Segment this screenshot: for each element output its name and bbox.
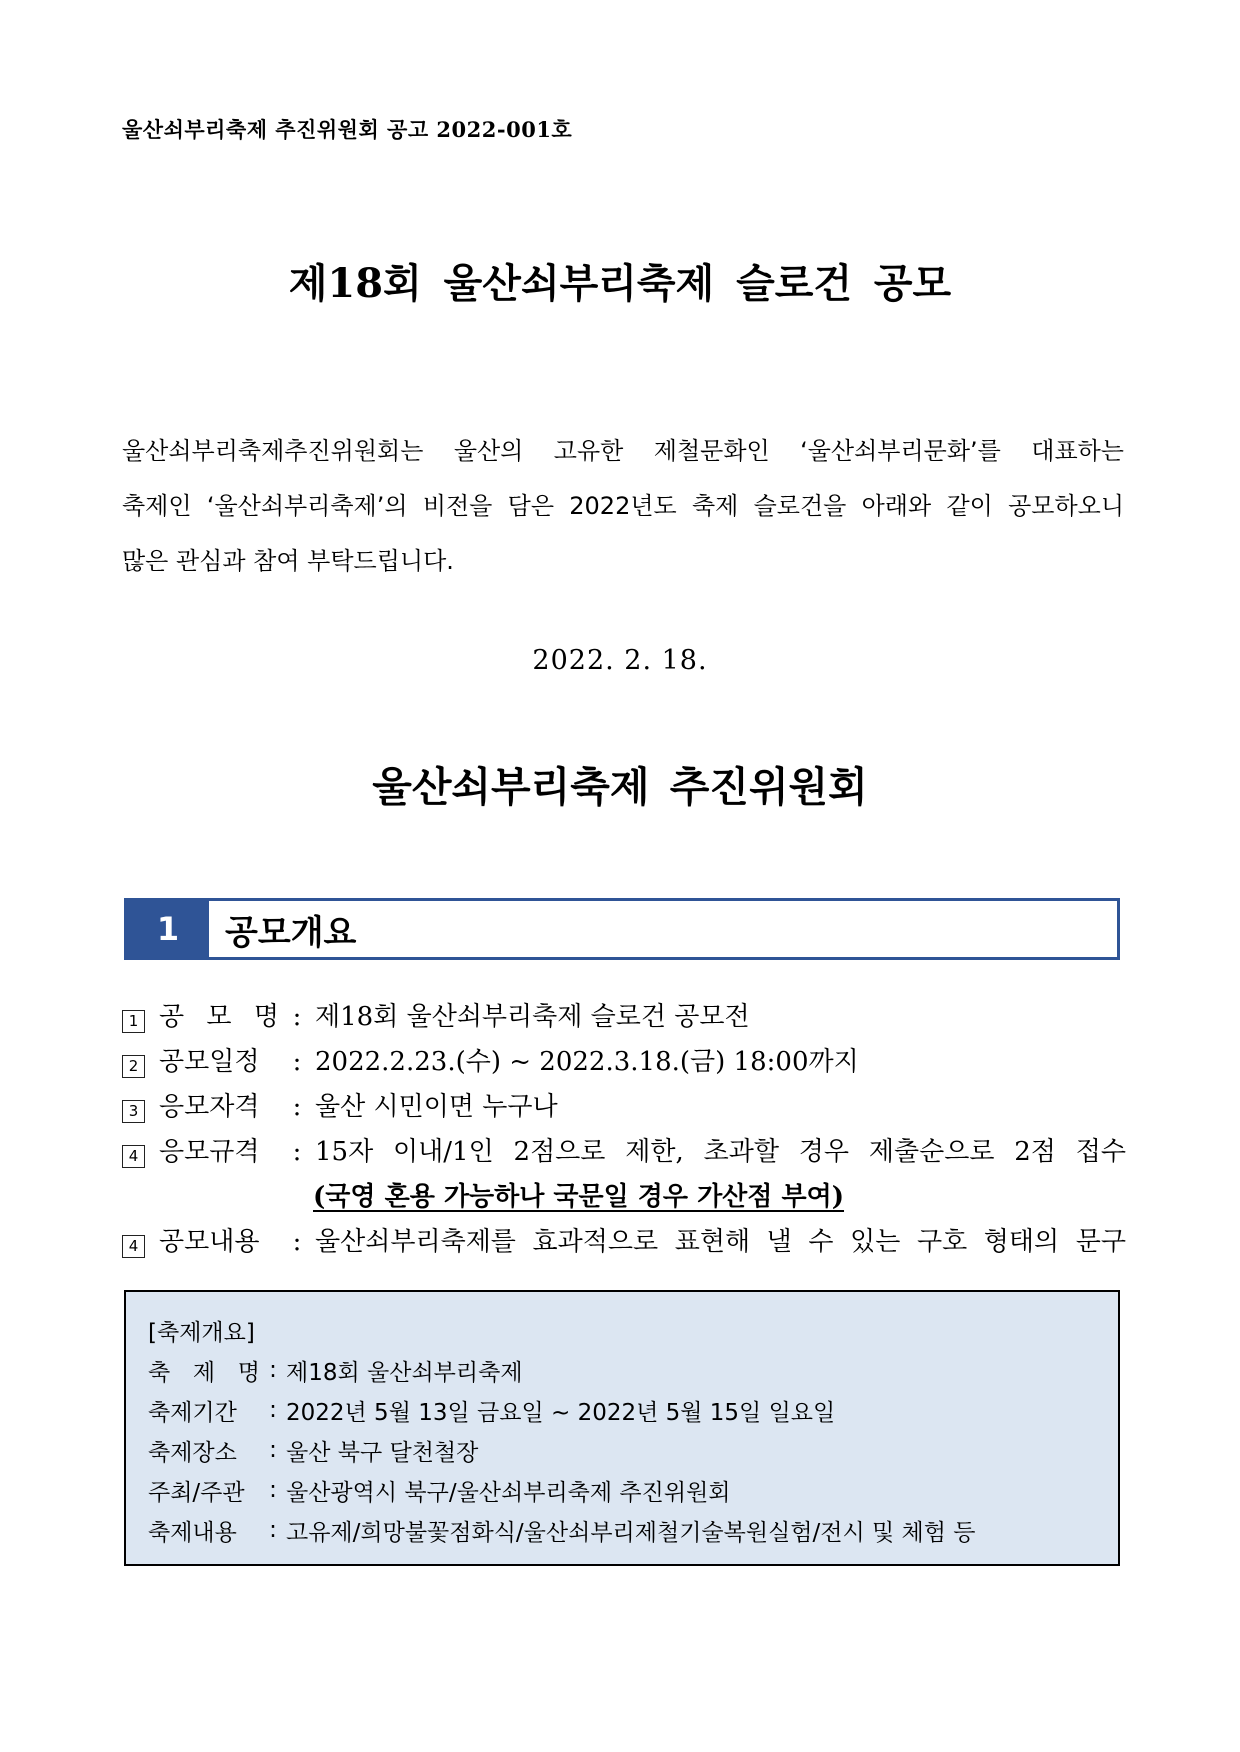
item-label: 공 모 명 bbox=[159, 1002, 279, 1032]
festival-info-label: 축제장소 bbox=[148, 1439, 237, 1466]
overview-note: (국영 혼용 가능하나 국문일 경우 가산점 부여) bbox=[313, 1182, 845, 1212]
item-value: 2022.2.23.(수) ~ 2022.3.18.(금) 18:00까지 bbox=[315, 1047, 859, 1077]
festival-info-colon: : bbox=[269, 1357, 277, 1383]
festival-info-row bbox=[148, 1470, 1118, 1510]
document-title: 제18회 울산쇠부리축제 슬로건 공모 bbox=[288, 260, 952, 307]
section-header bbox=[124, 898, 1120, 960]
item-number-box: 3 bbox=[122, 1100, 145, 1123]
notice-number: 울산쇠부리축제 추진위원회 공고 2022-001호 bbox=[122, 117, 573, 142]
item-colon: : bbox=[292, 1137, 302, 1167]
section-title: 공모개요 bbox=[225, 912, 357, 953]
item-number-box: 4 bbox=[122, 1235, 145, 1258]
festival-info-row bbox=[148, 1430, 1118, 1470]
intro-line: 축제인 ‘울산쇠부리축제’의 비전을 담은 2022년도 축제 슬로건을 아래와 같이 공모하오니 bbox=[122, 492, 1124, 520]
intro-line: 많은 관심과 참여 부탁드립니다. bbox=[122, 547, 454, 575]
festival-info-row bbox=[148, 1510, 1118, 1550]
item-number-box: 2 bbox=[122, 1055, 145, 1078]
item-value: 울산쇠부리축제를 효과적으로 표현해 낼 수 있는 구호 형태의 문구 bbox=[315, 1227, 1126, 1257]
overview-item bbox=[122, 1041, 1126, 1086]
committee-name: 울산쇠부리축제 추진위원회 bbox=[372, 763, 868, 811]
issue-date: 2022. 2. 18. bbox=[532, 645, 708, 676]
intro-line: 울산쇠부리축제추진위원회는 울산의 고유한 제철문화인 ‘울산쇠부리문화’를 대표하는 bbox=[122, 437, 1124, 465]
item-number-box: 1 bbox=[122, 1010, 145, 1033]
item-label: 응모규격 bbox=[159, 1137, 260, 1167]
festival-info-label: 축 제 명 bbox=[148, 1359, 260, 1386]
overview-list bbox=[122, 996, 1126, 1266]
item-value: 제18회 울산쇠부리축제 슬로건 공모전 bbox=[315, 1002, 750, 1032]
overview-item bbox=[122, 996, 1126, 1041]
festival-box-heading: [축제개요] bbox=[148, 1319, 255, 1346]
festival-info-colon: : bbox=[269, 1437, 277, 1463]
item-value: 울산 시민이면 누구나 bbox=[315, 1092, 558, 1122]
item-label: 공모내용 bbox=[159, 1227, 260, 1257]
section-number: 1 bbox=[127, 901, 209, 957]
overview-note-row bbox=[122, 1176, 1126, 1221]
item-colon: : bbox=[292, 1002, 302, 1032]
overview-item bbox=[122, 1086, 1126, 1131]
festival-overview-box bbox=[124, 1290, 1120, 1566]
overview-item bbox=[122, 1131, 1126, 1176]
festival-info-value: 고유제/희망불꽃점화식/울산쇠부리제철기술복원실험/전시 및 체험 등 bbox=[286, 1519, 976, 1546]
festival-info-value: 2022년 5월 13일 금요일 ~ 2022년 5월 15일 일요일 bbox=[286, 1399, 836, 1426]
item-value: 15자 이내/1인 2점으로 제한, 초과할 경우 제출순으로 2점 접수 bbox=[315, 1137, 1126, 1167]
item-colon: : bbox=[292, 1227, 302, 1257]
item-label: 응모자격 bbox=[159, 1092, 260, 1122]
item-colon: : bbox=[292, 1047, 302, 1077]
festival-info-colon: : bbox=[269, 1397, 277, 1423]
festival-info-label: 축제기간 bbox=[148, 1399, 237, 1426]
festival-info-value: 울산 북구 달천철장 bbox=[286, 1439, 479, 1466]
intro-paragraph bbox=[122, 424, 1124, 589]
item-number-box: 4 bbox=[122, 1145, 145, 1168]
overview-item bbox=[122, 1221, 1126, 1266]
festival-info-label: 주최/주관 bbox=[148, 1479, 245, 1506]
festival-info-value: 제18회 울산쇠부리축제 bbox=[286, 1359, 523, 1386]
item-colon: : bbox=[292, 1092, 302, 1122]
festival-info-colon: : bbox=[269, 1517, 277, 1543]
festival-info-row bbox=[148, 1390, 1118, 1430]
festival-info-colon: : bbox=[269, 1477, 277, 1503]
item-label: 공모일정 bbox=[159, 1047, 260, 1077]
festival-info-row bbox=[148, 1350, 1118, 1390]
festival-info-value: 울산광역시 북구/울산쇠부리축제 추진위원회 bbox=[286, 1479, 731, 1506]
festival-info-label: 축제내용 bbox=[148, 1519, 237, 1546]
